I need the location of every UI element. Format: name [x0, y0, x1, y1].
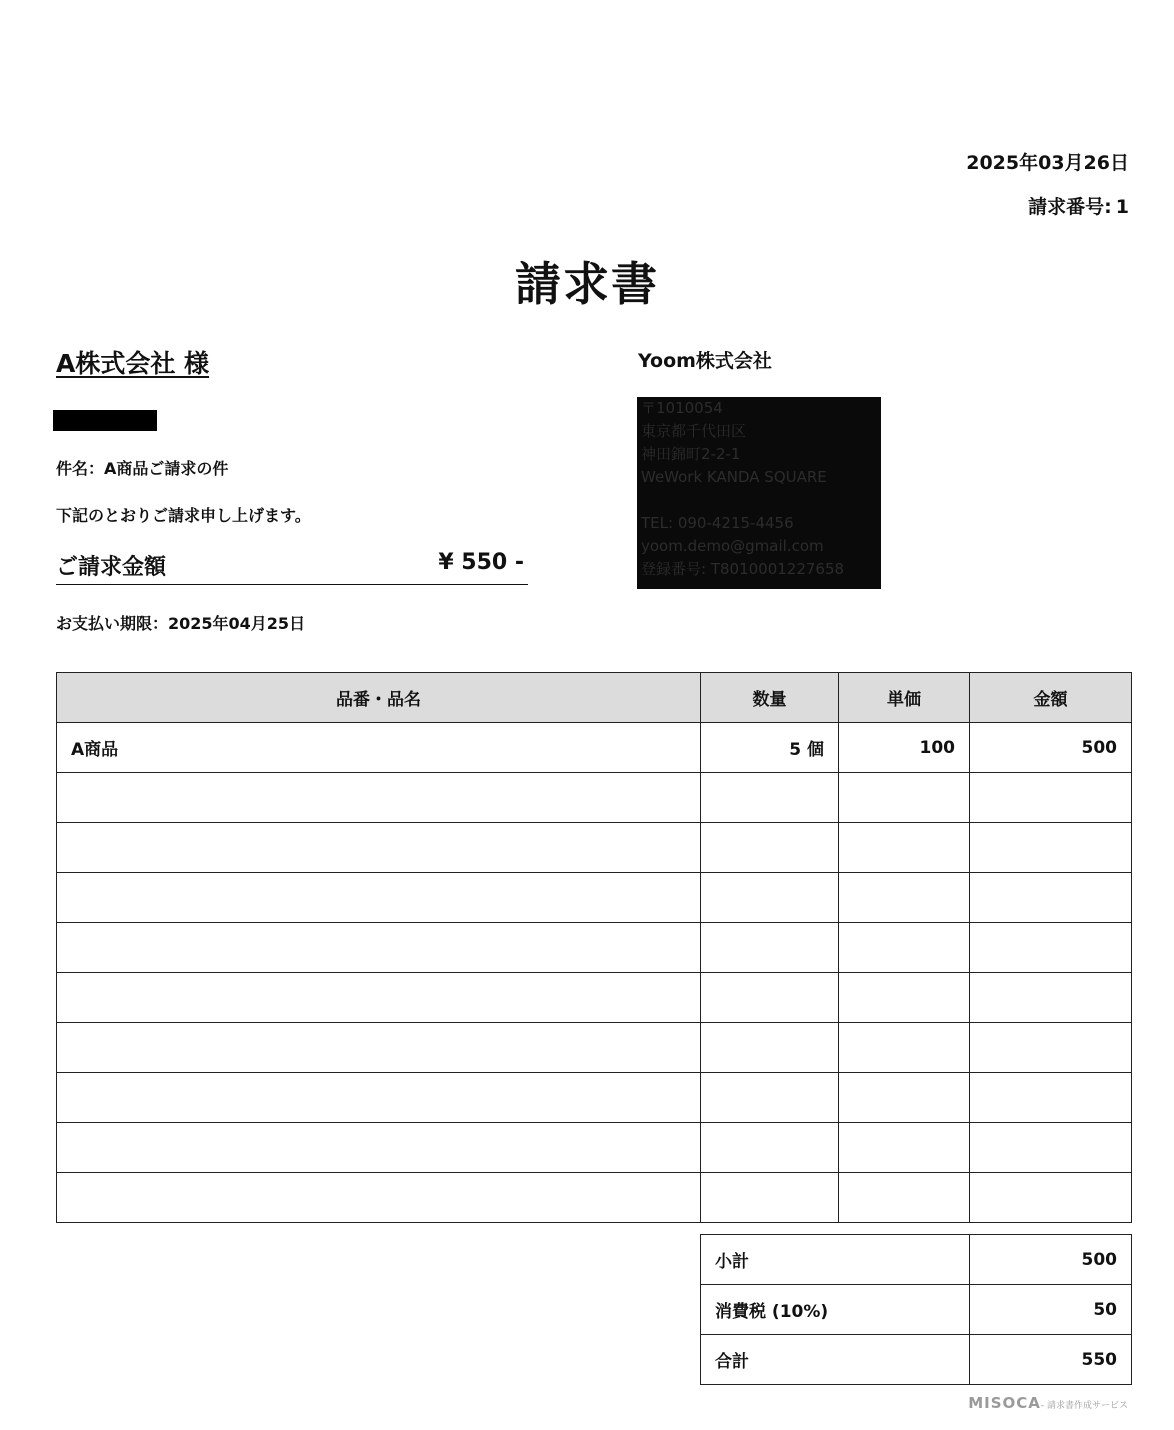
total-row: [701, 1335, 1132, 1385]
invoice-number-label: 請求番号:: [1028, 196, 1112, 218]
items-header-row: [57, 673, 1132, 723]
item-quantity: [701, 973, 839, 1023]
total-label: 合計: [701, 1335, 970, 1385]
item-amount: [970, 973, 1132, 1023]
misoca-logo-mark: MISOCA: [968, 1394, 1041, 1412]
item-quantity: [701, 1073, 839, 1123]
item-name: [57, 973, 701, 1023]
issuer-details-redacted: [637, 397, 881, 589]
issuer-postal: 〒1010054: [641, 399, 723, 417]
subject-line: 件名：A商品ご請求の件: [56, 459, 229, 478]
table-row: [57, 1073, 1132, 1123]
item-name: [57, 1073, 701, 1123]
item-name: [57, 773, 701, 823]
issuer-email: yoom.demo@gmail.com: [641, 537, 824, 555]
item-amount: [970, 1023, 1132, 1073]
table-row: [57, 973, 1132, 1023]
tax-label: 消費税 (10%): [701, 1285, 970, 1335]
item-unit-price: [839, 923, 970, 973]
issuer-name: Yoom株式会社: [638, 350, 772, 372]
recipient-redacted-block: [53, 410, 157, 431]
table-row: [57, 1173, 1132, 1223]
item-amount: [970, 923, 1132, 973]
item-amount: [970, 773, 1132, 823]
item-unit-price: 100: [839, 723, 970, 773]
item-unit-price: [839, 973, 970, 1023]
item-quantity: [701, 1023, 839, 1073]
tax-row: [701, 1285, 1132, 1335]
item-unit-price: [839, 1173, 970, 1223]
document-title: 請求書: [515, 257, 659, 311]
item-name: [57, 1023, 701, 1073]
table-row: [57, 1023, 1132, 1073]
item-name: [57, 873, 701, 923]
table-row: [57, 1123, 1132, 1173]
table-row: [57, 723, 1132, 773]
item-quantity: [701, 873, 839, 923]
item-unit-price: [839, 823, 970, 873]
header-quantity: 数量: [701, 673, 839, 723]
item-quantity: [701, 923, 839, 973]
header-item-name: 品番・品名: [57, 673, 701, 723]
item-amount: [970, 873, 1132, 923]
tax-value: 50: [970, 1285, 1132, 1335]
issuer-tel: TEL: 090-4215-4456: [641, 514, 794, 532]
item-quantity: [701, 773, 839, 823]
item-amount: [970, 1173, 1132, 1223]
item-amount: 500: [970, 723, 1132, 773]
item-quantity: 5 個: [701, 723, 839, 773]
item-amount: [970, 1073, 1132, 1123]
item-unit-price: [839, 1023, 970, 1073]
request-note: 下記のとおりご請求申し上げます。: [56, 506, 311, 525]
misoca-tagline: - 請求書作成サービス: [1040, 1401, 1128, 1411]
item-unit-price: [839, 773, 970, 823]
item-unit-price: [839, 873, 970, 923]
subtotal-label: 小計: [701, 1235, 970, 1285]
invoice-number: [1028, 192, 1129, 219]
item-amount: [970, 1123, 1132, 1173]
item-name: [57, 823, 701, 873]
header-amount: 金額: [970, 673, 1132, 723]
item-name: [57, 923, 701, 973]
issuer-prefecture: 東京都千代田区: [641, 422, 747, 440]
items-table: [56, 672, 1132, 1223]
item-quantity: [701, 1173, 839, 1223]
item-quantity: [701, 1123, 839, 1173]
billing-amount-label: ご請求金額: [56, 555, 167, 580]
item-unit-price: [839, 1073, 970, 1123]
item-name: [57, 1123, 701, 1173]
totals-table: [700, 1234, 1132, 1385]
item-name: A商品: [57, 723, 701, 773]
issuer-building: WeWork KANDA SQUARE: [641, 468, 827, 486]
item-quantity: [701, 823, 839, 873]
payment-due: お支払い期限：2025年04月25日: [56, 614, 306, 633]
billing-amount-value: ¥ 550 -: [438, 550, 524, 575]
item-amount: [970, 823, 1132, 873]
total-value: 550: [970, 1335, 1132, 1385]
table-row: [57, 773, 1132, 823]
invoice-number-value: 1: [1115, 196, 1129, 218]
misoca-logo: [968, 1394, 1128, 1412]
header-unit-price: 単価: [839, 673, 970, 723]
table-row: [57, 873, 1132, 923]
item-name: [57, 1173, 701, 1223]
issue-date: 2025年03月26日: [966, 152, 1129, 174]
subtotal-value: 500: [970, 1235, 1132, 1285]
issuer-registration: 登録番号: T8010001227658: [641, 560, 845, 578]
table-row: [57, 923, 1132, 973]
item-unit-price: [839, 1123, 970, 1173]
billing-amount-row: [56, 550, 528, 585]
recipient-name: A株式会社 様: [56, 349, 210, 378]
subtotal-row: [701, 1235, 1132, 1285]
issuer-spacer: [637, 489, 881, 512]
issuer-address: 神田錦町2-2-1: [641, 445, 741, 463]
table-row: [57, 823, 1132, 873]
